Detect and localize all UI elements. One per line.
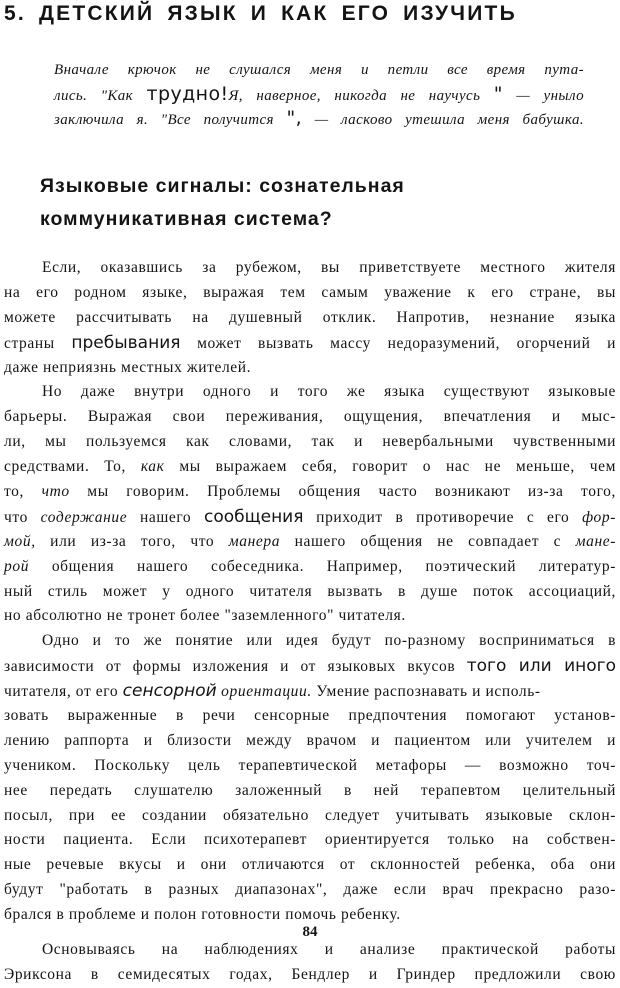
- emphasized-word: ": [493, 83, 503, 105]
- text-fragment: лись. "Как: [54, 88, 147, 104]
- text-fragment: брался в проблеме и полон готовности помочь ребенку.: [4, 906, 401, 924]
- text-fragment: даже неприязнь местных жителей.: [4, 358, 252, 376]
- text-fragment: ли, мы пользуемся как словами, так и невербальными чувственными: [4, 433, 616, 451]
- section-heading-line: Языковые сигналы: сознательная: [40, 175, 405, 197]
- text-fragment: будут "работать в разных диапазонах", даже если врач прекрасно разо-: [4, 881, 616, 899]
- text-line: [54, 82, 584, 106]
- italic-fragment: рой: [4, 557, 30, 575]
- text-fragment: нее передать слушателю заложенный в ней терапевтом целительный: [4, 781, 616, 799]
- text-line: [4, 604, 616, 629]
- text-fragment: барьеры. Выражая свои переживания, ощущения, впечатления и мыс-: [4, 408, 616, 426]
- chapter-title: 5. ДЕТСКИЙ ЯЗЫК И КАК ЕГО ИЗУЧИТЬ: [4, 2, 517, 25]
- text-fragment: ный стиль может у одного читателя вызвать в душе поток ассоциаций,: [4, 582, 616, 600]
- text-fragment: мы говорим. Проблемы общения часто возникают из-за того,: [69, 483, 616, 501]
- text-line: [4, 679, 616, 704]
- text-line: [4, 804, 616, 829]
- text-fragment: мы выражаем себя, говорит о нас не меньше, чем: [164, 458, 616, 476]
- text-line: [4, 853, 616, 878]
- text-line: [4, 455, 616, 480]
- text-line: [4, 480, 616, 505]
- italic-fragment: что: [41, 483, 70, 501]
- text-line: [54, 58, 584, 82]
- text-line: [4, 256, 616, 281]
- text-line: [54, 106, 584, 130]
- text-fragment: Я, наверное, никогда не научусь: [228, 88, 494, 104]
- text-line: [4, 963, 616, 988]
- text-line: [4, 356, 616, 381]
- text-fragment: Но даже внутри одного и того же языка существуют языковые: [42, 383, 616, 401]
- italic-fragment: как: [140, 458, 165, 476]
- text-fragment: Одно и то же понятие или идея будут по-разному восприниматься в: [42, 632, 616, 650]
- text-fragment: общения нашего собеседника. Например, поэтический литератур-: [29, 557, 616, 575]
- emphasized-word: сообщения: [203, 506, 304, 527]
- text-line: [4, 580, 616, 605]
- text-line: [4, 878, 616, 903]
- text-fragment: лению раппорта и близости между врачом и пациентом или учителем и: [4, 731, 616, 749]
- text-fragment: что: [4, 508, 41, 526]
- text-line: [4, 530, 616, 555]
- text-fragment: Вначале крючок не слушался меня и петли все время пута-: [54, 62, 584, 78]
- text-line: [4, 405, 616, 430]
- body-text: [4, 256, 616, 988]
- text-line: [4, 281, 616, 306]
- text-line: [4, 654, 616, 679]
- text-fragment: но абсолютно не тронет более "заземленного" читателя.: [4, 607, 406, 625]
- section-heading-line: коммуникативная система?: [40, 208, 333, 230]
- text-fragment: на его родном языке, выражая тем самым уважение к его стране, вы: [4, 283, 616, 301]
- emphasized-word: трудно!: [146, 83, 229, 105]
- text-fragment: Основываясь на наблюдениях и анализе практической работы: [42, 941, 616, 959]
- text-fragment: заключила я. "Все получится: [54, 112, 287, 128]
- text-fragment: читателя, от его: [4, 683, 123, 701]
- italic-fragment: манера: [228, 532, 281, 550]
- text-fragment: средствами. То,: [4, 458, 141, 476]
- text-line: [4, 505, 616, 530]
- text-fragment: посыл, при ее создании обязательно следует учитывать языковые склон-: [4, 806, 616, 824]
- text-fragment: учеником. Поскольку цель терапевтической метафоры — возможно точ-: [4, 756, 616, 774]
- section-heading: [40, 170, 600, 236]
- text-fragment: то,: [4, 483, 42, 501]
- text-fragment: нашего: [127, 508, 204, 526]
- text-fragment: Умение распознавать и исполь-: [311, 683, 541, 701]
- emphasized-word: пребывания: [71, 332, 181, 353]
- italic-fragment: содержание: [40, 508, 128, 526]
- emphasized-word: того или иного: [466, 656, 616, 677]
- page-number: 84: [302, 924, 318, 940]
- text-line: [4, 430, 616, 455]
- text-fragment: — уныло: [502, 88, 584, 104]
- text-line: [4, 828, 616, 853]
- text-fragment: ности пациента. Если психотерапевт ориентируется только на собствен-: [4, 831, 616, 849]
- text-line: [4, 704, 616, 729]
- text-line: [4, 331, 616, 356]
- italic-fragment: мой,: [4, 532, 36, 550]
- text-fragment: ные речевые вкусы и они отличаются от склонностей ребенка, оба они: [4, 856, 616, 874]
- text-fragment: Если, оказавшись за рубежом, вы приветствуете местного жителя: [42, 259, 616, 276]
- text-fragment: может вызвать массу недоразумений, огорчений и: [180, 334, 616, 352]
- emphasized-word: ",: [286, 107, 303, 129]
- text-fragment: нашего общения не совпадает с: [280, 532, 576, 550]
- text-line: [4, 938, 616, 963]
- text-fragment: — ласково утешила меня бабушка.: [302, 112, 584, 128]
- text-line: [4, 754, 616, 779]
- text-fragment: страны: [4, 334, 72, 352]
- text-fragment: Эриксона в семидесятых годах, Бендлер и Гриндер предложили свою: [4, 965, 616, 983]
- italic-fragment: мане-: [575, 532, 616, 550]
- italic-fragment: ориентации.: [216, 683, 312, 701]
- emphasized-word: сенсорной: [122, 681, 217, 702]
- text-line: [4, 555, 616, 580]
- epigraph: [54, 58, 584, 130]
- text-fragment: зовать выраженные в речи сенсорные предпочтения помогают установ-: [4, 707, 616, 725]
- text-fragment: или из-за того, что: [35, 532, 229, 550]
- italic-fragment: фор-: [582, 508, 616, 526]
- text-line: [4, 729, 616, 754]
- text-line: [4, 306, 616, 331]
- text-fragment: приходит в противоречие с его: [303, 508, 583, 526]
- text-line: [4, 629, 616, 654]
- text-line: [4, 380, 616, 405]
- text-fragment: зависимости от формы изложения и от языковых вкусов: [4, 658, 467, 676]
- text-line: [4, 779, 616, 804]
- text-fragment: можете рассчитывать на душевный отклик. Напротив, незнание языка: [4, 308, 616, 326]
